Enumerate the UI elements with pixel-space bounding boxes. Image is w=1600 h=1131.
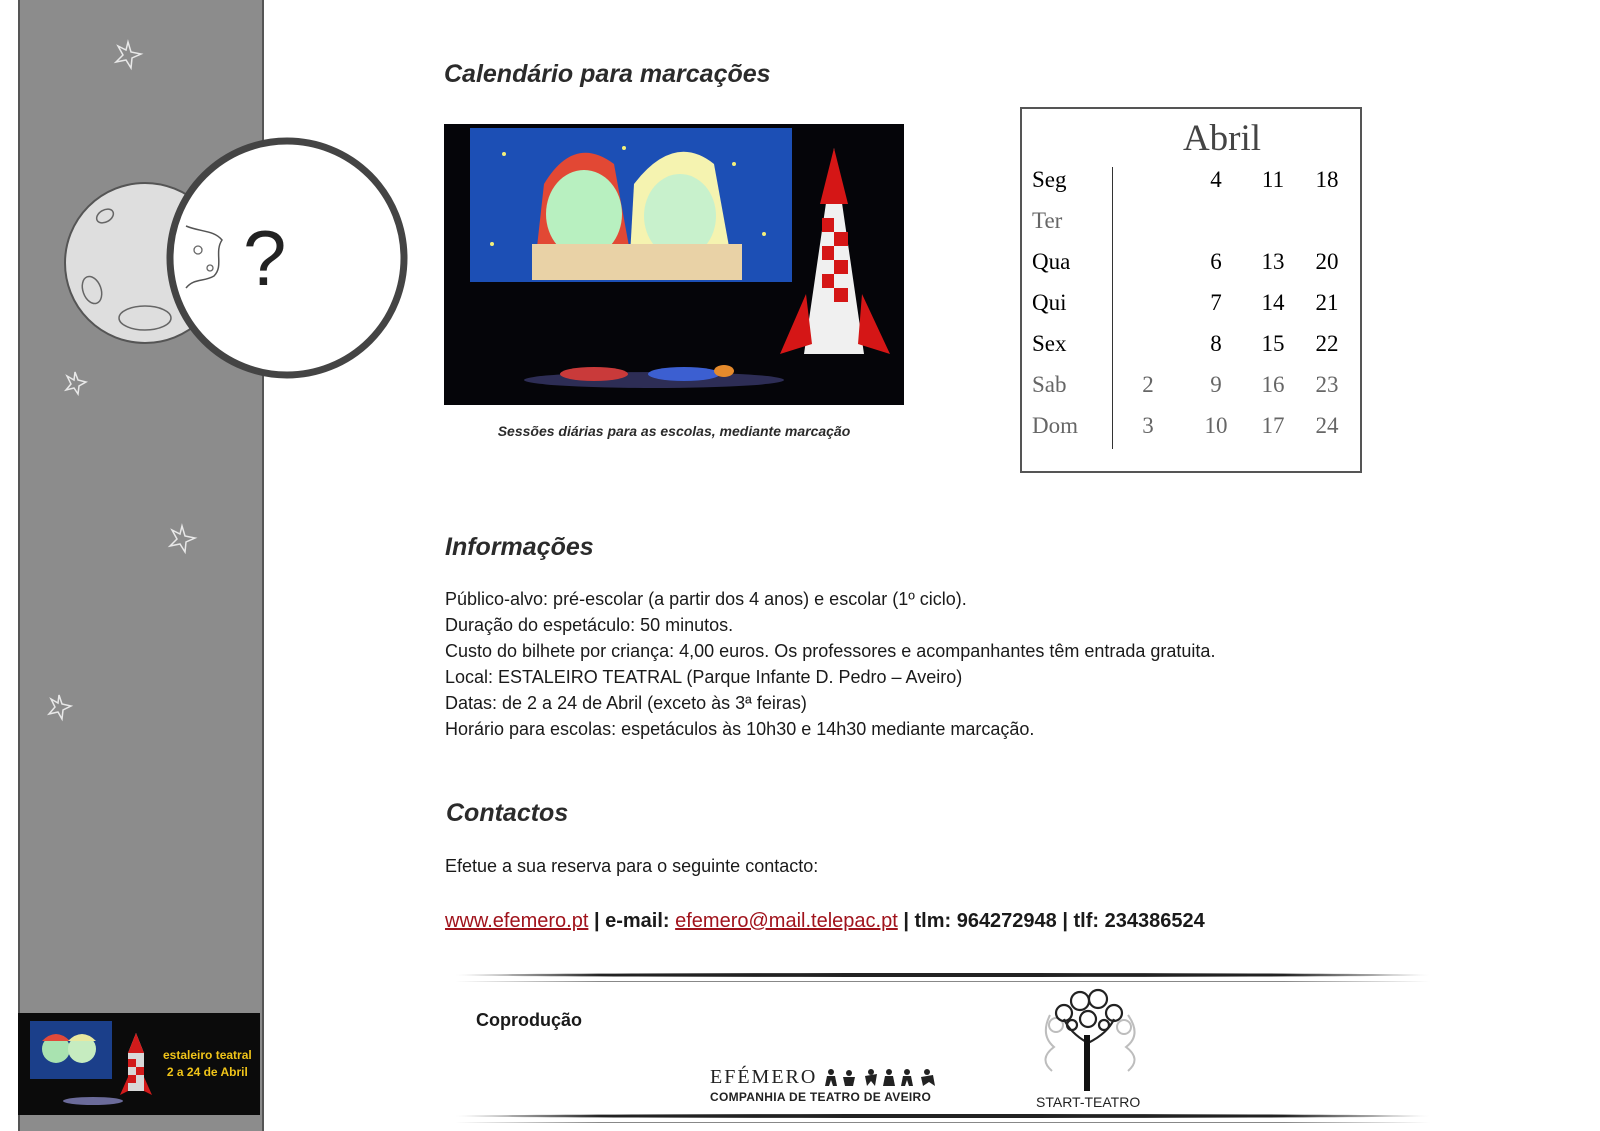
day-name: Dom (1032, 413, 1078, 438)
date-cell: 11 (1261, 167, 1285, 192)
efemero-logo (710, 1066, 941, 1104)
date-cell: 24 (1315, 413, 1339, 438)
footer-rule-top (455, 973, 1430, 977)
banner-text (163, 1047, 252, 1081)
contacts-intro: Efetue a sua reserva para o seguinte contacto: (445, 856, 819, 876)
efemero-subtitle: COMPANHIA DE TEATRO DE AVEIRO (710, 1090, 932, 1104)
moon-illustration (0, 0, 420, 760)
figures-icon (823, 1068, 941, 1088)
day-name: Ter (1032, 208, 1063, 233)
calendar-box (1020, 107, 1362, 473)
date-cell: 2 (1142, 372, 1154, 397)
day-name: Seg (1032, 167, 1067, 192)
stage-photo (444, 124, 904, 405)
info-line: Datas: de 2 a 24 de Abril (exceto às 3ª feiras) (445, 693, 807, 713)
question-mark: ? (243, 214, 287, 302)
date-cell: 21 (1315, 290, 1339, 315)
info-line: Horário para escolas: espetáculos às 10h30 e 14h30 mediante marcação. (445, 719, 1035, 739)
calendar-month: Abril (1182, 118, 1262, 159)
website-link[interactable]: www.efemero.pt (445, 910, 589, 932)
date-cell: 17 (1261, 413, 1285, 438)
date-cell: 4 (1210, 167, 1222, 192)
phone-info: | tlm: 964272948 | tlf: 234386524 (897, 910, 1205, 932)
date-cell: 18 (1315, 167, 1339, 192)
info-line: Público-alvo: pré-escolar (a partir dos 4 anos) e escolar (1º ciclo). (445, 589, 967, 609)
date-cell: 8 (1210, 331, 1222, 356)
coproduction-label: Coprodução (476, 1010, 582, 1030)
tree-icon (1030, 985, 1150, 1093)
footer-rule-bottom (455, 1114, 1430, 1118)
banner-line1: estaleiro teatral (163, 1048, 252, 1062)
info-line: Duração do espetáculo: 50 minutos. (445, 615, 734, 635)
date-cell: 13 (1261, 249, 1285, 274)
info-heading: Informações (445, 533, 594, 561)
efemero-name: EFÉMERO (710, 1066, 818, 1088)
day-name: Sab (1032, 372, 1067, 397)
banner-line2: 2 a 24 de Abril (166, 1065, 248, 1079)
day-name: Qui (1032, 290, 1067, 315)
day-name: Qua (1032, 249, 1071, 274)
date-cell: 14 (1261, 290, 1285, 315)
contacts-heading: Contactos (446, 799, 569, 827)
day-name: Sex (1032, 331, 1067, 356)
info-line: Local: ESTALEIRO TEATRAL (Parque Infante D. Pedro – Aveiro) (445, 667, 963, 687)
date-cell: 10 (1204, 413, 1228, 438)
date-cell: 3 (1142, 413, 1154, 438)
email-label: | e-mail: (588, 910, 676, 932)
sidebar-banner (18, 1013, 260, 1115)
date-cell: 7 (1210, 290, 1222, 315)
start-teatro-logo (1030, 985, 1150, 1110)
photo-caption: Sessões diárias para as escolas, mediante marcação (497, 423, 851, 439)
date-cell: 22 (1315, 331, 1339, 356)
calendar-heading: Calendário para marcações (444, 60, 771, 88)
date-cell: 15 (1261, 331, 1285, 356)
date-cell: 20 (1315, 249, 1339, 274)
start-teatro-name: START-TEATRO (1036, 1094, 1141, 1110)
info-line: Custo do bilhete por criança: 4,00 euros. Os professores e acompanhantes têm entrada gratuita. (445, 641, 1216, 661)
calendar-divider (1112, 167, 1113, 449)
date-cell: 16 (1261, 372, 1285, 397)
contacts-line (445, 910, 1205, 933)
date-cell: 23 (1315, 372, 1339, 397)
footer-rule-top-thin (455, 981, 1430, 982)
date-cell: 6 (1210, 249, 1222, 274)
date-cell: 9 (1210, 372, 1222, 397)
footer-rule-bottom-thin (455, 1122, 1430, 1123)
email-link[interactable]: efemero@mail.telepac.pt (675, 910, 898, 932)
